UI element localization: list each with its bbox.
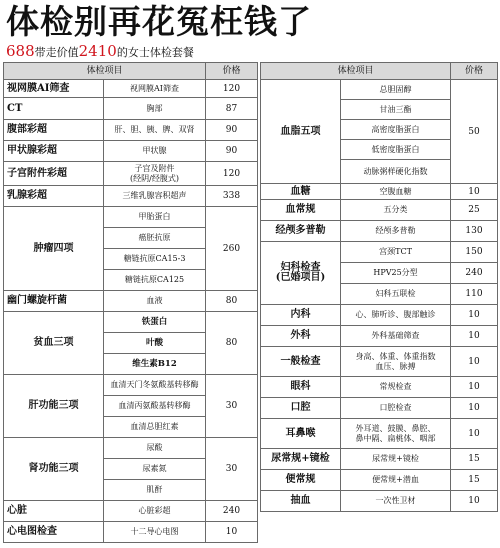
exam-subitem: 血清天门冬氨酸基转移酶 (104, 375, 206, 396)
header-exam-item: 体检项目 (4, 63, 206, 80)
exam-name: CT (4, 98, 104, 120)
exam-subitem: 尿素氮 (104, 459, 206, 480)
exam-price: 10 (451, 377, 498, 398)
exam-price: 10 (451, 398, 498, 419)
exam-price: 110 (451, 284, 498, 305)
original-value: 2410 (78, 42, 117, 60)
exam-name: 妇科检查 (已婚项目) (261, 242, 341, 305)
exam-price: 30 (206, 375, 258, 438)
exam-subitem: 心、肺听诊、腹部触诊 (341, 305, 451, 326)
exam-subitem: 外耳道、鼓膜、鼻腔、 鼻中隔、扁桃体、咽部 (341, 419, 451, 449)
exam-subitem: 肌酐 (104, 480, 206, 501)
exam-subitem: 宫颈TCT (341, 242, 451, 263)
exam-price: 25 (451, 200, 498, 221)
exam-price: 150 (451, 242, 498, 263)
exam-price: 50 (451, 80, 498, 184)
exam-price: 130 (451, 221, 498, 242)
exam-price: 10 (451, 347, 498, 377)
exam-price: 10 (451, 419, 498, 449)
exam-subitem: 铁蛋白 (104, 312, 206, 333)
exam-price: 87 (206, 98, 258, 120)
header-price: 价格 (451, 63, 498, 80)
exam-price: 10 (451, 491, 498, 512)
exam-name: 一般检查 (261, 347, 341, 377)
exam-subitem: 视网膜AI筛查 (104, 80, 206, 98)
exam-price: 10 (451, 326, 498, 347)
exam-subitem: 身高、体重、体重指数 血压、脉搏 (341, 347, 451, 377)
exam-name: 便常规 (261, 470, 341, 491)
exam-subitem: 糖链抗原CA15-3 (104, 249, 206, 270)
right-exam-table (260, 62, 498, 512)
exam-name: 乳腺彩超 (4, 186, 104, 207)
header-price: 价格 (206, 63, 258, 80)
exam-subitem: 维生素B12 (104, 354, 206, 375)
exam-subitem: 外科基础筛查 (341, 326, 451, 347)
exam-subitem: 五分类 (341, 200, 451, 221)
exam-subitem: 总胆固醇 (341, 80, 451, 100)
subtitle-text-end: 的女士体检套餐 (116, 46, 194, 59)
exam-price: 10 (451, 305, 498, 326)
exam-name: 心脏 (4, 501, 104, 522)
exam-subitem: 三维乳腺容积超声 (104, 186, 206, 207)
exam-subitem: 甲胎蛋白 (104, 207, 206, 228)
exam-name: 腹部彩超 (4, 120, 104, 141)
exam-subitem: 血清丙氨酸基转移酶 (104, 396, 206, 417)
exam-name: 视网膜AI筛查 (4, 80, 104, 98)
exam-price: 120 (206, 162, 258, 186)
left-exam-table (3, 62, 258, 543)
exam-name: 眼科 (261, 377, 341, 398)
exam-price: 15 (451, 449, 498, 470)
exam-subitem: 空腹血糖 (341, 184, 451, 200)
exam-name: 肝功能三项 (4, 375, 104, 438)
exam-price: 260 (206, 207, 258, 291)
exam-price: 90 (206, 141, 258, 162)
exam-price: 10 (451, 184, 498, 200)
exam-name: 血糖 (261, 184, 341, 200)
exam-subitem: 胸部 (104, 98, 206, 120)
exam-subitem: 十二导心电图 (104, 522, 206, 543)
exam-name: 耳鼻喉 (261, 419, 341, 449)
exam-name: 幽门螺旋杆菌 (4, 291, 104, 312)
exam-subitem: 低密度脂蛋白 (341, 140, 451, 160)
exam-price: 80 (206, 312, 258, 375)
exam-name: 血脂五项 (261, 80, 341, 184)
exam-price: 90 (206, 120, 258, 141)
exam-name: 血常规 (261, 200, 341, 221)
exam-subitem: 叶酸 (104, 333, 206, 354)
exam-name: 尿常规+镜检 (261, 449, 341, 470)
exam-subitem: 高密度脂蛋白 (341, 120, 451, 140)
exam-subitem: 便常规+潜血 (341, 470, 451, 491)
subtitle (6, 42, 194, 62)
exam-subitem: 经颅多普勒 (341, 221, 451, 242)
exam-name: 经颅多普勒 (261, 221, 341, 242)
exam-name: 外科 (261, 326, 341, 347)
exam-subitem: 糖链抗原CA125 (104, 270, 206, 291)
exam-name: 心电图检查 (4, 522, 104, 543)
exam-price: 80 (206, 291, 258, 312)
exam-price: 30 (206, 438, 258, 501)
exam-subitem: 动脉粥样硬化指数 (341, 160, 451, 184)
exam-subitem: 血液 (104, 291, 206, 312)
exam-name: 子宫附件彩超 (4, 162, 104, 186)
exam-price: 10 (206, 522, 258, 543)
exam-name: 贫血三项 (4, 312, 104, 375)
exam-subitem: 甘油三酯 (341, 100, 451, 120)
exam-name: 抽血 (261, 491, 341, 512)
exam-subitem: HPV25分型 (341, 263, 451, 284)
exam-subitem: 癌胚抗原 (104, 228, 206, 249)
subtitle-text: 带走价值 (34, 46, 79, 59)
exam-name: 口腔 (261, 398, 341, 419)
exam-subitem: 肝、胆、胰、脾、双肾 (104, 120, 206, 141)
exam-price: 240 (451, 263, 498, 284)
exam-subitem: 心脏彩超 (104, 501, 206, 522)
exam-name: 内科 (261, 305, 341, 326)
exam-name: 肿瘤四项 (4, 207, 104, 291)
exam-subitem: 子宫及附件 (经阴/经腹式) (104, 162, 206, 186)
exam-subitem: 甲状腺 (104, 141, 206, 162)
page-title: 体检别再花冤枉钱了 (6, 2, 312, 41)
exam-price: 338 (206, 186, 258, 207)
exam-name: 甲状腺彩超 (4, 141, 104, 162)
exam-subitem: 一次性卫材 (341, 491, 451, 512)
exam-price: 15 (451, 470, 498, 491)
exam-name: 肾功能三项 (4, 438, 104, 501)
exam-subitem: 妇科五联检 (341, 284, 451, 305)
header-exam-item: 体检项目 (261, 63, 451, 80)
exam-subitem: 血清总胆红素 (104, 417, 206, 438)
exam-subitem: 尿常规+镜检 (341, 449, 451, 470)
exam-subitem: 常规检查 (341, 377, 451, 398)
promo-price: 688 (6, 42, 35, 60)
exam-price: 240 (206, 501, 258, 522)
exam-price: 120 (206, 80, 258, 98)
exam-subitem: 尿酸 (104, 438, 206, 459)
exam-subitem: 口腔检查 (341, 398, 451, 419)
